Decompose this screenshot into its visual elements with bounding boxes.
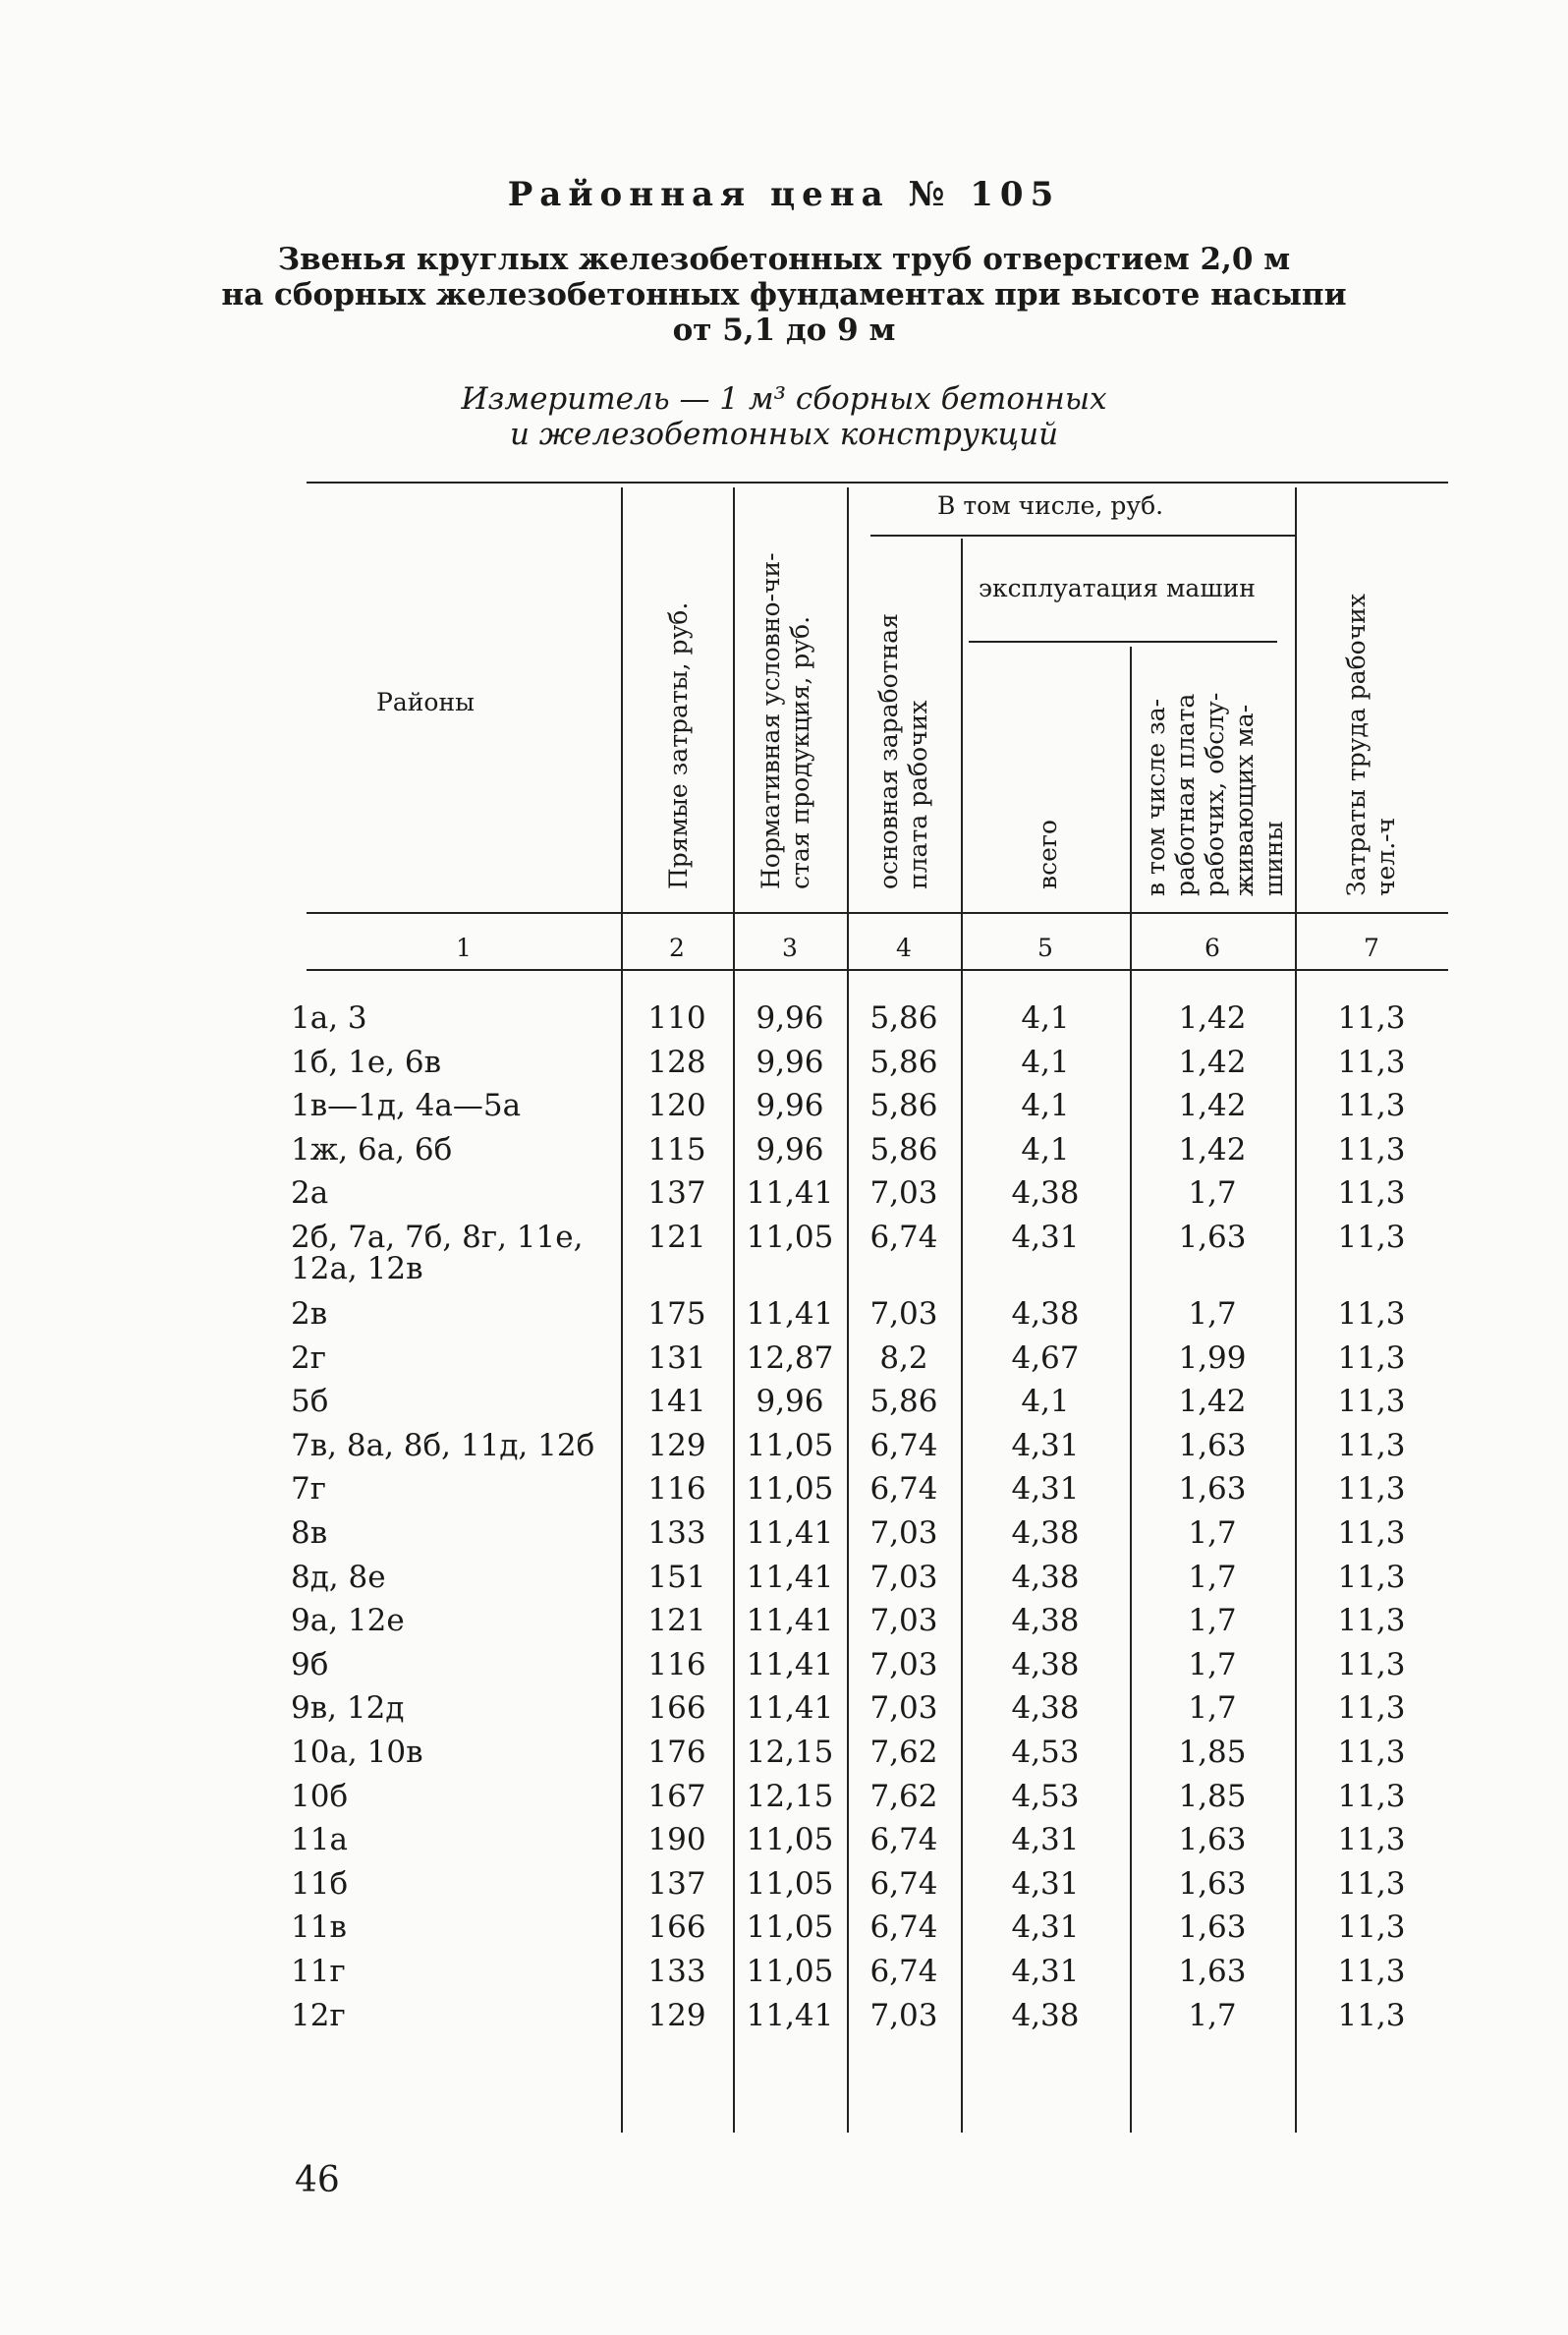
- table-cell: 1,85: [1178, 1735, 1247, 1771]
- table-cell: 11,3: [1337, 1000, 1406, 1036]
- table-cell: 6,74: [869, 1220, 938, 1255]
- table-cell: 5,86: [869, 1000, 938, 1036]
- row-region-line: 12г: [291, 1997, 346, 2033]
- table-cell: 11,05: [746, 1822, 834, 1858]
- table-cell: 1,7: [1188, 1603, 1237, 1639]
- table-cell: 6,74: [869, 1427, 938, 1463]
- col-number: 2: [669, 934, 685, 962]
- table-cell: 1,63: [1178, 1865, 1247, 1902]
- header-line: Затраты труда рабочих: [1342, 594, 1371, 896]
- table-cell: 11,41: [746, 1296, 834, 1333]
- row-region: [291, 1296, 327, 1332]
- table-cell: 1,63: [1178, 1822, 1247, 1858]
- row-region-line: 2г: [291, 1339, 326, 1376]
- table-cell: 11,41: [746, 1559, 834, 1595]
- table-cell: 176: [647, 1735, 706, 1771]
- table-cell: 137: [647, 1865, 706, 1902]
- table-cell: 7,62: [869, 1735, 938, 1771]
- table-cell: 1,63: [1178, 1427, 1247, 1463]
- measure-line: Измеритель — 1 м³ сборных бетонных: [461, 381, 1107, 417]
- table-cell: 4,38: [1011, 1997, 1080, 2033]
- table-cell: 1,63: [1178, 1220, 1247, 1255]
- table-cell: 12,87: [746, 1339, 834, 1376]
- row-region: [291, 1384, 328, 1419]
- row-region-line: 9а, 12е: [291, 1603, 405, 1639]
- table-cell: 4,1: [1021, 1088, 1070, 1124]
- table-cell: 11,3: [1337, 1735, 1406, 1771]
- row-region-line: 11г: [291, 1954, 346, 1990]
- table-cell: 11,3: [1337, 1220, 1406, 1255]
- table-cell: 11,3: [1337, 1427, 1406, 1463]
- table-cell: 11,3: [1337, 1865, 1406, 1902]
- table-cell: 11,05: [746, 1954, 834, 1990]
- row-region: [291, 1175, 328, 1211]
- page-number: 46: [295, 2160, 340, 2200]
- table-cell: 4,31: [1011, 1822, 1080, 1858]
- table-cell: 7,03: [869, 1690, 938, 1727]
- header-line: плата рабочих: [904, 700, 932, 889]
- table-cell: 4,1: [1021, 1131, 1070, 1168]
- header-machine-wages: [1142, 693, 1289, 896]
- table-cell: 4,38: [1011, 1603, 1080, 1639]
- table-cell: 7,03: [869, 1603, 938, 1639]
- row-region-line: 1ж, 6а, 6б: [291, 1131, 453, 1168]
- col-number: 3: [782, 934, 798, 962]
- table-cell: 1,7: [1188, 1296, 1237, 1333]
- table-cell: 115: [647, 1131, 706, 1168]
- header-machine-total: всего: [1034, 819, 1062, 889]
- table-cell: 1,42: [1178, 1088, 1247, 1124]
- row-region: [291, 1088, 521, 1123]
- including-rule: [870, 535, 1297, 537]
- table-cell: 1,63: [1178, 1471, 1247, 1508]
- table-cell: 11,05: [746, 1865, 834, 1902]
- table-cell: 4,53: [1011, 1778, 1080, 1814]
- table-cell: 7,03: [869, 1175, 938, 1212]
- table-cell: 11,41: [746, 1175, 834, 1212]
- table-cell: 6,74: [869, 1909, 938, 1946]
- header-line: в том числе за-: [1142, 698, 1170, 896]
- page-title: Районная цена № 105: [507, 175, 1061, 214]
- table-cell: 175: [647, 1296, 706, 1333]
- header-line: шины: [1260, 821, 1288, 896]
- subtitle-line: от 5,1 до 9 м: [672, 313, 896, 348]
- table-cell: 4,31: [1011, 1471, 1080, 1508]
- table-cell: 4,38: [1011, 1515, 1080, 1552]
- table-cell: 1,42: [1178, 1044, 1247, 1080]
- table-cell: 11,3: [1337, 1175, 1406, 1212]
- table-cell: 4,38: [1011, 1690, 1080, 1727]
- table-cell: 9,96: [756, 1384, 824, 1420]
- table-cell: 151: [647, 1559, 706, 1595]
- header-line: Нормативная условно-чи-: [756, 552, 785, 889]
- table-cell: 11,3: [1337, 1088, 1406, 1124]
- table-cell: 166: [647, 1690, 706, 1727]
- row-region: [291, 1603, 405, 1638]
- table-cell: 11,41: [746, 1690, 834, 1727]
- table-cell: 9,96: [756, 1131, 824, 1168]
- row-region: [291, 1954, 346, 1989]
- row-region: [291, 1000, 367, 1036]
- row-region-line: 9б: [291, 1646, 329, 1682]
- table-cell: 4,31: [1011, 1954, 1080, 1990]
- table-cell: 128: [647, 1044, 706, 1080]
- table-cell: 11,3: [1337, 1997, 1406, 2033]
- table-cell: 1,42: [1178, 1131, 1247, 1168]
- table-cell: 11,41: [746, 1646, 834, 1682]
- row-region: [291, 1822, 348, 1857]
- table-cell: 1,42: [1178, 1384, 1247, 1420]
- header-machine-ops: эксплуатация машин: [979, 574, 1256, 602]
- header-line: чел.-ч: [1372, 817, 1400, 896]
- table-cell: 11,3: [1337, 1044, 1406, 1080]
- header-line: основная заработная: [874, 613, 903, 889]
- table-cell: 129: [647, 1997, 706, 2033]
- row-region-line: 11б: [291, 1865, 349, 1902]
- table-cell: 1,7: [1188, 1690, 1237, 1727]
- row-region: [291, 1045, 441, 1080]
- subtitle-line: Звенья круглых железобетонных труб отверстием 2,0 м: [277, 242, 1291, 277]
- row-region: [291, 1471, 326, 1507]
- col-number: 4: [896, 934, 912, 962]
- table-cell: 11,3: [1337, 1822, 1406, 1858]
- table-cell: 121: [647, 1603, 706, 1639]
- table-cell: 11,3: [1337, 1339, 1406, 1376]
- table-cell: 1,85: [1178, 1778, 1247, 1814]
- table-cell: 129: [647, 1427, 706, 1463]
- row-region-line: 7г: [291, 1471, 326, 1508]
- row-region-line: 9в, 12д: [291, 1690, 405, 1727]
- table-cell: 6,74: [869, 1471, 938, 1508]
- table-cell: 7,03: [869, 1559, 938, 1595]
- header-direct-costs: Прямые затраты, руб.: [664, 601, 693, 889]
- table-cell: 4,1: [1021, 1384, 1070, 1420]
- row-region-line: 12а, 12в: [291, 1251, 423, 1286]
- row-region-line: 1б, 1е, 6в: [291, 1044, 442, 1080]
- row-region: [291, 1340, 326, 1376]
- table-cell: 131: [647, 1339, 706, 1376]
- table-cell: 120: [647, 1088, 706, 1124]
- table-cell: 4,38: [1011, 1646, 1080, 1682]
- header-normative: [756, 552, 815, 889]
- table-cell: 4,53: [1011, 1735, 1080, 1771]
- table-cell: 12,15: [746, 1735, 834, 1771]
- table-cell: 137: [647, 1175, 706, 1212]
- machine-rule: [969, 641, 1277, 643]
- table-cell: 4,31: [1011, 1909, 1080, 1946]
- table-cell: 4,31: [1011, 1427, 1080, 1463]
- row-region-line: 2в: [291, 1296, 328, 1333]
- row-region-line: 8д, 8е: [291, 1559, 386, 1595]
- table-cell: 1,63: [1178, 1954, 1247, 1990]
- row-region: [291, 1779, 348, 1814]
- table-cell: 11,3: [1337, 1646, 1406, 1682]
- table-cell: 6,74: [869, 1865, 938, 1902]
- row-region-line: 1а, 3: [291, 1000, 367, 1036]
- row-region: [291, 1428, 594, 1463]
- table-cell: 11,3: [1337, 1603, 1406, 1639]
- header-regions: Районы: [376, 688, 475, 716]
- table-cell: 1,63: [1178, 1909, 1247, 1946]
- table-cell: 4,67: [1011, 1339, 1080, 1376]
- table-cell: 11,3: [1337, 1384, 1406, 1420]
- col-number: 5: [1037, 934, 1053, 962]
- header-wages: [874, 613, 933, 889]
- row-region-line: 2б, 7а, 7б, 8г, 11е,: [291, 1220, 584, 1255]
- table-cell: 133: [647, 1515, 706, 1552]
- table-cell: 11,05: [746, 1471, 834, 1508]
- table-cell: 4,38: [1011, 1296, 1080, 1333]
- table-cell: 4,1: [1021, 1044, 1070, 1080]
- table-cell: 11,05: [746, 1220, 834, 1255]
- row-region: [291, 1998, 346, 2033]
- table-cell: 11,3: [1337, 1559, 1406, 1595]
- table-cell: 5,86: [869, 1044, 938, 1080]
- table-cell: 11,3: [1337, 1954, 1406, 1990]
- row-region: [291, 1735, 423, 1770]
- table-cell: 167: [647, 1778, 706, 1814]
- row-region: [291, 1647, 328, 1682]
- table-cell: 4,38: [1011, 1175, 1080, 1212]
- header-line: живающих ма-: [1230, 704, 1259, 896]
- table-cell: 9,96: [756, 1044, 824, 1080]
- row-region-line: 2а: [291, 1175, 329, 1212]
- row-region-line: 10а, 10в: [291, 1735, 423, 1771]
- table-cell: 7,03: [869, 1515, 938, 1552]
- measure-unit: [0, 381, 1568, 452]
- col-number: 1: [456, 934, 472, 962]
- table-cell: 12,15: [746, 1778, 834, 1814]
- table-cell: 133: [647, 1954, 706, 1990]
- table-cell: 141: [647, 1384, 706, 1420]
- row-region-line: 11а: [291, 1822, 348, 1858]
- table-cell: 7,03: [869, 1997, 938, 2033]
- col-number: 7: [1364, 934, 1379, 962]
- table-top-rule: [307, 482, 1448, 484]
- header-line: рабочих, обслу-: [1201, 692, 1229, 896]
- row-region-line: 10б: [291, 1778, 349, 1814]
- table-cell: 7,03: [869, 1296, 938, 1333]
- table-cell: 9,96: [756, 1000, 824, 1036]
- row-region: [291, 1132, 452, 1168]
- table-cell: 6,74: [869, 1954, 938, 1990]
- table-cell: 5,86: [869, 1131, 938, 1168]
- row-region-line: 7в, 8а, 8б, 11д, 12б: [291, 1427, 595, 1463]
- subtitle-line: на сборных железобетонных фундаментах при высоте насыпи: [221, 277, 1347, 313]
- colnum-bottom-rule: [307, 969, 1448, 971]
- table-cell: 11,3: [1337, 1690, 1406, 1727]
- row-region: [291, 1690, 404, 1726]
- header-labor: [1342, 594, 1401, 896]
- table-cell: 116: [647, 1646, 706, 1682]
- table-cell: 5,86: [869, 1088, 938, 1124]
- row-region-line: 8в: [291, 1515, 328, 1552]
- table-cell: 11,3: [1337, 1296, 1406, 1333]
- row-region: [291, 1560, 386, 1595]
- table-cell: 11,41: [746, 1603, 834, 1639]
- table-cell: 1,7: [1188, 1646, 1237, 1682]
- table-cell: 166: [647, 1909, 706, 1946]
- table-cell: 11,41: [746, 1515, 834, 1552]
- subtitle: [0, 242, 1568, 348]
- row-region: [291, 1220, 583, 1286]
- header-line: стая продукция, руб.: [786, 615, 814, 889]
- table-cell: 190: [647, 1822, 706, 1858]
- table-cell: 1,42: [1178, 1000, 1247, 1036]
- table-cell: 7,03: [869, 1646, 938, 1682]
- row-region-line: 1в—1д, 4а—5а: [291, 1088, 522, 1124]
- table-cell: 11,3: [1337, 1909, 1406, 1946]
- header-bottom-rule: [307, 912, 1448, 914]
- table-cell: 11,3: [1337, 1471, 1406, 1508]
- col-number: 6: [1204, 934, 1220, 962]
- table-cell: 7,62: [869, 1778, 938, 1814]
- header-line: работная плата: [1171, 693, 1200, 896]
- table-cell: 116: [647, 1471, 706, 1508]
- table-cell: 11,3: [1337, 1131, 1406, 1168]
- table-cell: 110: [647, 1000, 706, 1036]
- table-cell: 9,96: [756, 1088, 824, 1124]
- table-cell: 5,86: [869, 1384, 938, 1420]
- table-cell: 4,1: [1021, 1000, 1070, 1036]
- table-cell: 1,99: [1178, 1339, 1247, 1376]
- table-cell: 11,05: [746, 1427, 834, 1463]
- row-region: [291, 1909, 347, 1945]
- row-region: [291, 1866, 348, 1902]
- table-cell: 11,41: [746, 1997, 834, 2033]
- table-cell: 1,7: [1188, 1997, 1237, 2033]
- table-cell: 4,31: [1011, 1865, 1080, 1902]
- row-region-line: 11в: [291, 1909, 347, 1946]
- table-cell: 6,74: [869, 1822, 938, 1858]
- row-region: [291, 1515, 327, 1551]
- table-cell: 1,7: [1188, 1515, 1237, 1552]
- measure-line: и железобетонных конструкций: [509, 417, 1059, 452]
- table-cell: 1,7: [1188, 1175, 1237, 1212]
- table-cell: 1,7: [1188, 1559, 1237, 1595]
- table-cell: 4,31: [1011, 1220, 1080, 1255]
- header-including: В том числе, руб.: [937, 491, 1164, 520]
- table-cell: 11,3: [1337, 1515, 1406, 1552]
- table-cell: 4,38: [1011, 1559, 1080, 1595]
- table-cell: 121: [647, 1220, 706, 1255]
- table-cell: 11,3: [1337, 1778, 1406, 1814]
- table-cell: 8,2: [879, 1339, 928, 1376]
- row-region-line: 5б: [291, 1384, 329, 1420]
- table-cell: 11,05: [746, 1909, 834, 1946]
